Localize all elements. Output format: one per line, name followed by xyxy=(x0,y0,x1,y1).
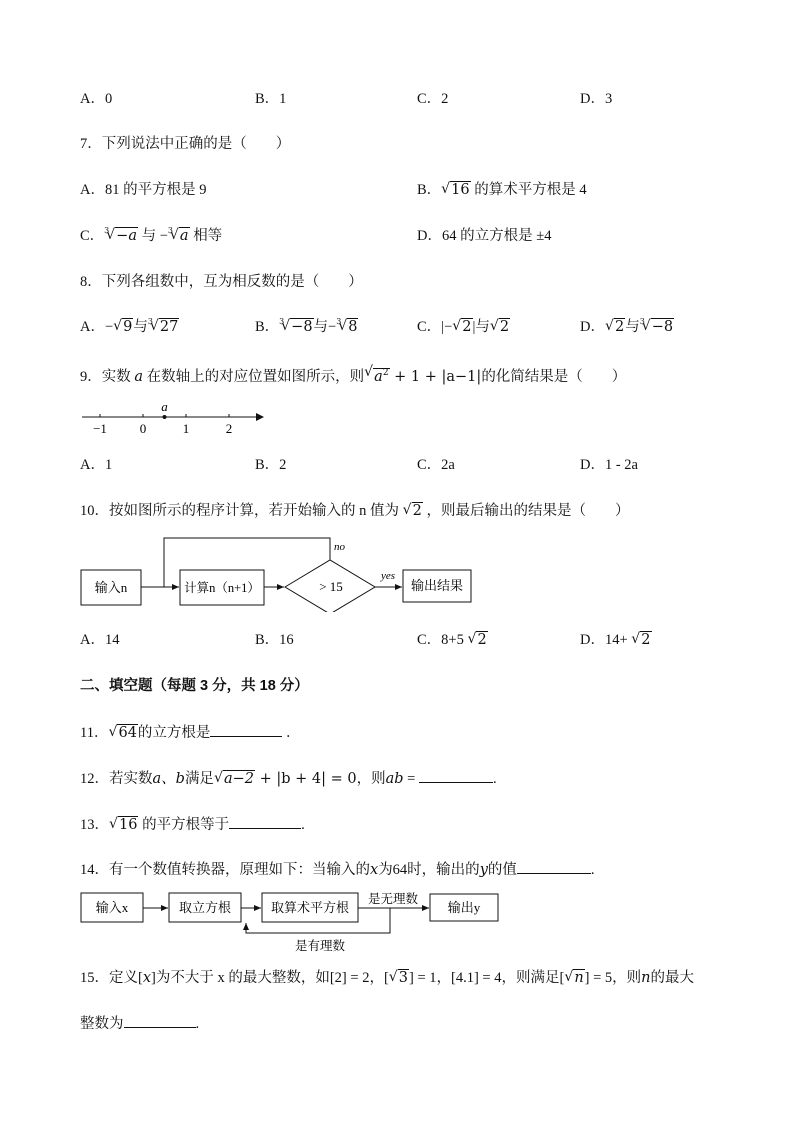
number-line-tick-label: −1 xyxy=(93,421,107,436)
q10-flowchart xyxy=(80,532,480,612)
number-line xyxy=(80,398,270,438)
q14: 14．有一个数值转换器，原理如下：当输入的x为64时，输出的y的值 . xyxy=(80,859,595,880)
cube-root-symbol: √ 3 −a xyxy=(104,226,138,246)
number-line-tick-label: 0 xyxy=(139,421,147,436)
cube-root-symbol: √ 3 a xyxy=(168,226,190,246)
q12: 12．若实数a、b满足√ a−2 + |b + 4| = 0，则ab = . xyxy=(80,768,497,789)
q13: 13．√ 16 的平方根等于 . xyxy=(80,814,305,835)
flow-output-label: 输出y xyxy=(447,900,481,915)
q9-option-d: D．1 - 2a xyxy=(580,457,638,473)
q7-option-d: D．64 的立方根是 ±4 xyxy=(417,228,552,244)
q8-option-b: B． √ 3 −8与− √ 3 8 xyxy=(255,317,358,337)
q8-stem: 8．下列各组数中，互为相反数的是（ ） xyxy=(80,274,363,290)
number-line-tick-label: 2 xyxy=(225,421,233,436)
number-line-point xyxy=(163,415,167,419)
q10-option-a: A．14 xyxy=(80,632,120,648)
flow-no-label: no xyxy=(334,541,345,553)
flow-calc-label: 计算n（n+1） xyxy=(184,581,260,595)
flow-yes-label: yes xyxy=(380,570,396,582)
flow-input-label: 输入x xyxy=(95,900,129,915)
q10-option-d: D．14+ √ 2 xyxy=(580,630,652,650)
q6-option-a: A．0 xyxy=(80,91,113,107)
q8-option-a: A．−√ 9与 √ 3 27 xyxy=(80,317,179,337)
q10-stem: 10．按如图所示的程序计算，若开始输入的 n 值为 √ 2 ，则最后输出的结果是（ ） xyxy=(80,501,629,521)
section-title: 二、填空题（每题 3 分，共 18 分） xyxy=(80,678,309,694)
q8-option-c: C．|−√ 2|与√ 2 xyxy=(417,317,510,337)
q9-option-a: A．1 xyxy=(80,457,113,473)
q10-option-b: B．16 xyxy=(255,632,294,648)
flow-sqrt-label: 取算术平方根 xyxy=(270,900,350,915)
answer-blank[interactable] xyxy=(210,722,282,737)
q9-stem: 9．实数 a 在数轴上的对应位置如图所示，则√ $a^2 + 1 + |a-1|$的化简结果是（ ） xyxy=(80,363,626,387)
number-line-arrow-icon xyxy=(256,413,264,421)
q6-option-b: B．1 xyxy=(255,91,287,107)
number-line-tick-label: 1 xyxy=(182,421,190,436)
q7-stem: 7．下列说法中正确的是（ ） xyxy=(80,136,291,152)
flow-input-label: 输入n xyxy=(94,580,128,595)
answer-blank[interactable] xyxy=(124,1013,196,1028)
q9-option-c: C．2a xyxy=(417,457,455,473)
flow-cube-root-label: 取立方根 xyxy=(178,900,232,915)
q9-option-b: B．2 xyxy=(255,457,287,473)
q7-option-b: B．√ 16 的算术平方根是 4 xyxy=(417,180,587,200)
q6-option-c: C．2 xyxy=(417,91,449,107)
sqrt-symbol: √ 16 xyxy=(441,180,470,200)
q6-option-d: D．3 xyxy=(580,91,613,107)
q7-option-a: A．81 的平方根是 9 xyxy=(80,182,207,198)
answer-blank[interactable] xyxy=(517,859,591,874)
q7-option-c: C． √ 3 −a 与 − √ 3 a 相等 xyxy=(80,226,222,246)
q11: 11．√ 64的立方根是 ． xyxy=(80,722,301,743)
flow-condition-label: > 15 xyxy=(319,579,343,594)
q8-option-d: D．√ 2与 √ 3 −8 xyxy=(580,317,674,337)
number-line-point-label: a xyxy=(161,399,168,414)
flow-irrational-label: 是无理数 xyxy=(367,892,419,906)
answer-blank[interactable] xyxy=(229,814,301,829)
q14-flowchart xyxy=(80,888,510,958)
q15-line2: 整数为 . xyxy=(80,1013,199,1034)
answer-blank[interactable] xyxy=(419,768,493,783)
flow-rational-label: 是有理数 xyxy=(294,939,346,953)
flow-output-label: 输出结果 xyxy=(410,578,464,593)
q10-option-c: C．8+5 √ 2 xyxy=(417,630,488,650)
q15-line1: 15．定义[x]为不大于 x 的最大整数，如[2] = 2，[√ 3] = 1，[4.1] = 4，则满足[√ n] = 5，则n的最大 xyxy=(80,968,694,988)
